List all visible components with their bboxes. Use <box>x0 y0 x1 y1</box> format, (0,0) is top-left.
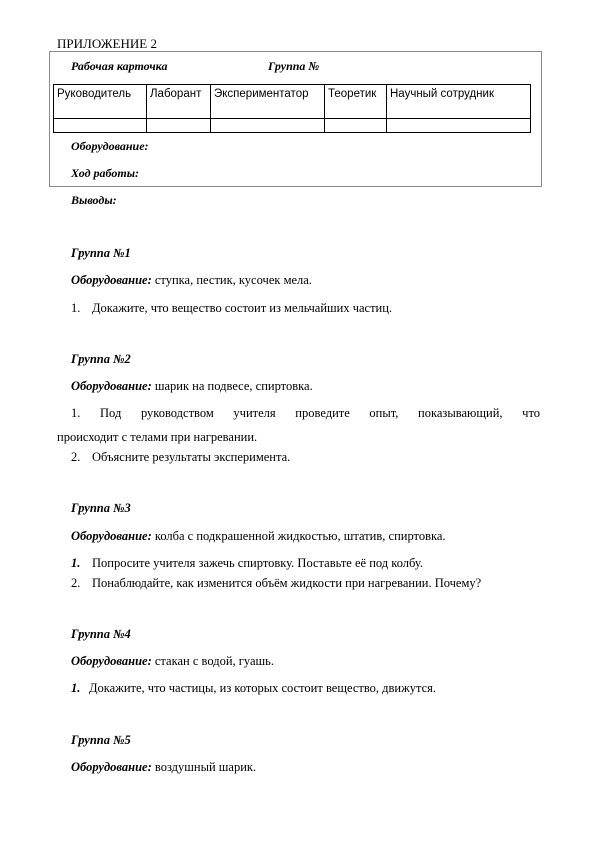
role-cell-theorist: Теоретик <box>325 85 387 119</box>
group-2-task-2: 2. Объясните результаты эксперимента. <box>71 450 291 464</box>
group-4-heading: Группа №4 <box>71 627 131 641</box>
group-3-heading: Группа №3 <box>71 501 131 515</box>
group-5-heading: Группа №5 <box>71 733 131 747</box>
blank-cell <box>54 119 147 133</box>
group-3-equipment: Оборудование: колба с подкрашенной жидкостью, штатив, спиртовка. <box>71 529 446 543</box>
roles-table <box>53 84 531 133</box>
group-2-heading: Группа №2 <box>71 352 131 366</box>
group-3-task-1: 1. Попросите учителя зажечь спиртовку. Поставьте её под колбу. <box>71 556 424 570</box>
group-3-task-2: 2. Понаблюдайте, как изменится объём жидкости при нагревании. Почему? <box>71 576 482 590</box>
group-5-equipment: Оборудование: воздушный шарик. <box>71 760 257 774</box>
conclusions-label: Выводы: <box>71 193 117 207</box>
roles-header-row <box>54 85 531 119</box>
role-cell-lab-assistant: Лаборант <box>147 85 211 119</box>
role-cell-leader: Руководитель <box>54 85 147 119</box>
card-workflow-label: Ход работы: <box>71 166 140 180</box>
role-cell-researcher: Научный сотрудник <box>387 85 531 119</box>
roles-blank-row <box>54 119 531 133</box>
group-1-task-1: 1. Докажите, что вещество состоит из мельчайших частиц. <box>71 301 393 315</box>
blank-cell <box>325 119 387 133</box>
role-cell-experimenter: Экспериментатор <box>211 85 325 119</box>
blank-cell <box>147 119 211 133</box>
blank-cell <box>211 119 325 133</box>
group-4-equipment: Оборудование: стакан с водой, гуашь. <box>71 654 274 668</box>
group-1-heading: Группа №1 <box>71 246 131 260</box>
blank-cell <box>387 119 531 133</box>
work-card-title: Рабочая карточка <box>71 59 168 73</box>
group-1-equipment: Оборудование: ступка, пестик, кусочек мела. <box>71 273 312 287</box>
group-2-equipment: Оборудование: шарик на подвесе, спиртовка. <box>71 379 313 393</box>
appendix-title: ПРИЛОЖЕНИЕ 2 <box>57 36 157 51</box>
group-4-task-1: 1. Докажите, что частицы, из которых состоит вещество, движутся. <box>71 681 437 695</box>
card-equipment-label: Оборудование: <box>71 139 149 153</box>
work-card-group-label: Группа № <box>268 59 320 73</box>
